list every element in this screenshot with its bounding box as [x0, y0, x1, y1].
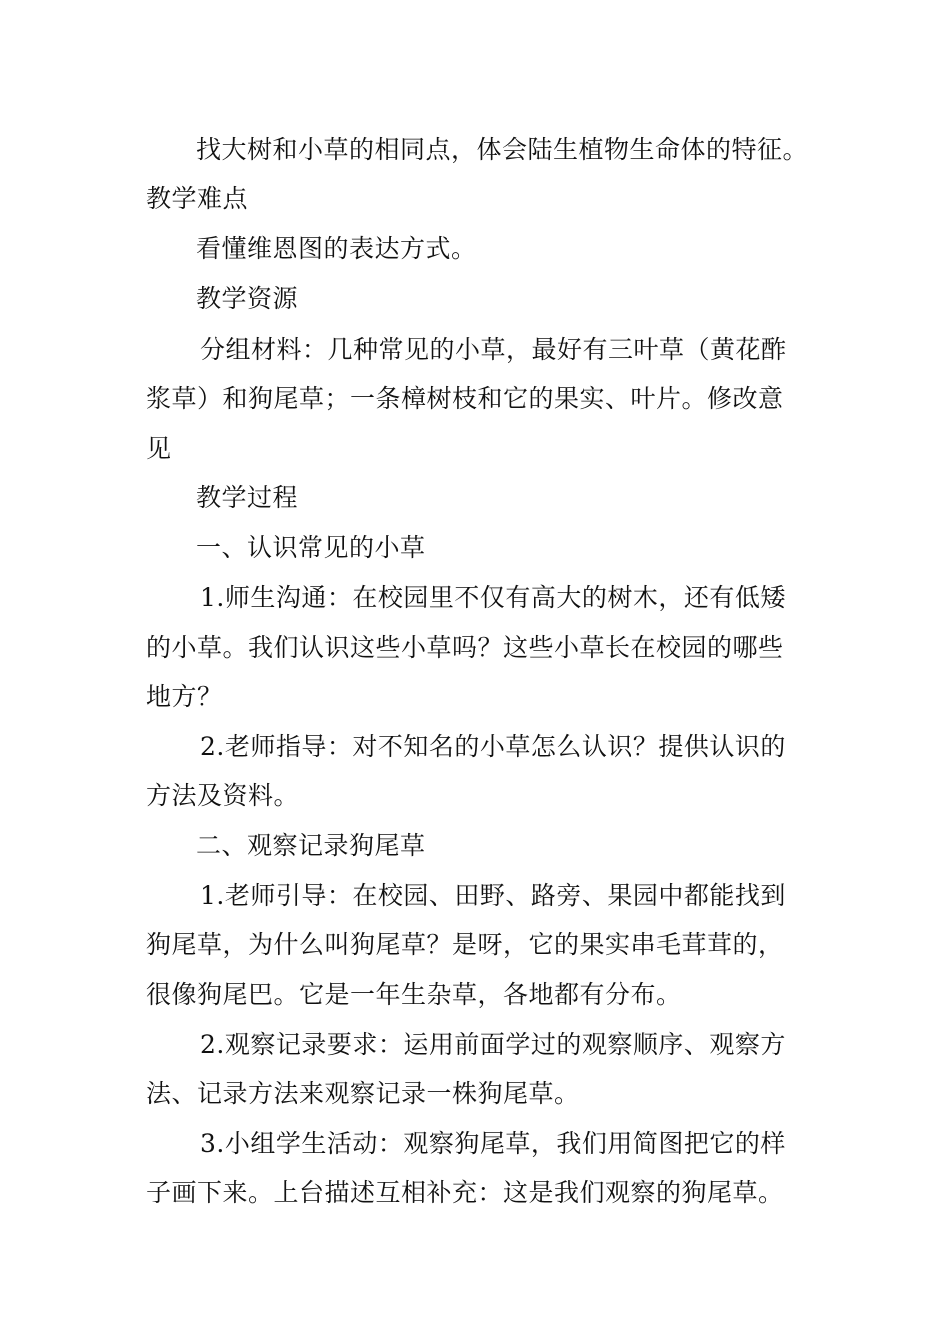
text-line: 3.小组学生活动：观察狗尾草，我们用简图把它的样 [200, 1129, 786, 1158]
text-line: 2.老师指导：对不知名的小草怎么认识？提供认识的 [200, 732, 786, 761]
section-heading: 二、观察记录狗尾草 [196, 831, 426, 860]
text-line: 浆草）和狗尾草；一条樟树枝和它的果实、叶片。修改意 [146, 384, 784, 413]
section-heading: 教学资源 [196, 284, 299, 313]
text-line: 很像狗尾巴。它是一年生杂草，各地都有分布。 [146, 980, 682, 1009]
text-line: 的小草。我们认识这些小草吗？这些小草长在校园的哪些 [146, 633, 784, 662]
text-line: 狗尾草，为什么叫狗尾草？是呀，它的果实串毛茸茸的， [146, 930, 784, 959]
text-line: 法、记录方法来观察记录一株狗尾草。 [146, 1079, 580, 1108]
text-line: 见 [146, 434, 172, 463]
text-line: 1.老师引导：在校园、田野、路旁、果园中都能找到 [200, 881, 786, 910]
text-line: 地方？ [146, 682, 223, 711]
section-heading: 教学过程 [196, 483, 299, 512]
section-heading: 教学难点 [146, 184, 249, 213]
text-line: 看懂维恩图的表达方式。 [196, 234, 477, 263]
text-line: 2.观察记录要求：运用前面学过的观察顺序、观察方 [200, 1030, 786, 1059]
text-line: 子画下来。上台描述互相补充：这是我们观察的狗尾草。 [146, 1178, 784, 1207]
text-line: 找大树和小草的相同点，体会陆生植物生命体的特征。 [196, 135, 809, 164]
text-line: 1.师生沟通：在校园里不仅有高大的树木，还有低矮 [200, 583, 786, 612]
text-line: 方法及资料。 [146, 781, 300, 810]
section-heading: 一、认识常见的小草 [196, 533, 426, 562]
text-line: 分组材料：几种常见的小草，最好有三叶草（黄花酢 [200, 335, 787, 364]
